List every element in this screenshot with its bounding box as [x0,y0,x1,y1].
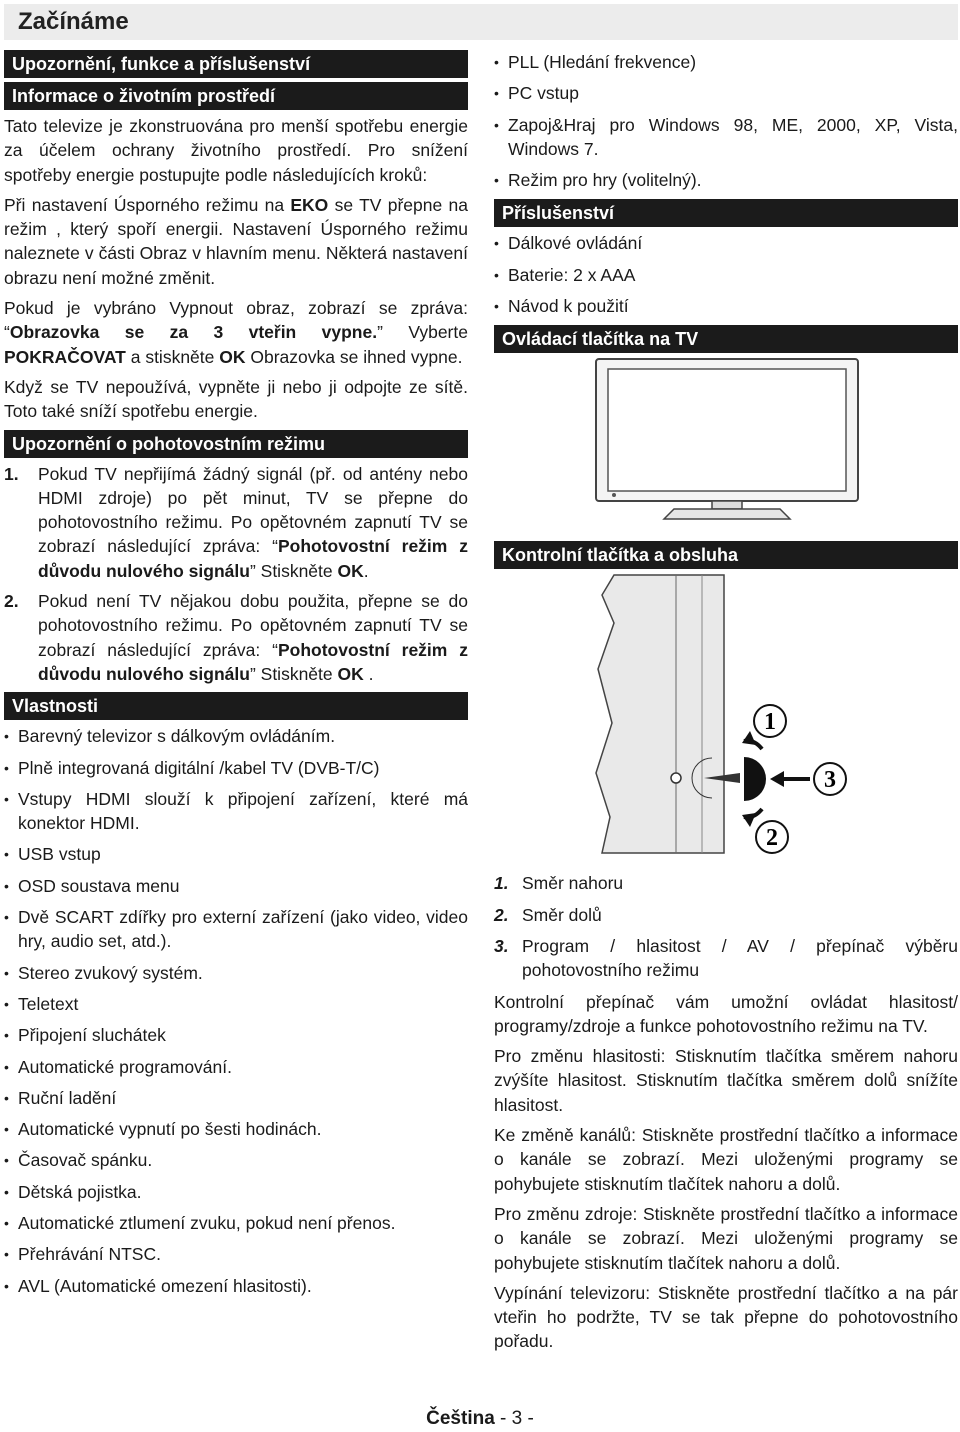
feature-item: • Přehrávání NTSC. [4,1242,468,1266]
source-paragraph: Pro změnu zdroje: Stiskněte prostřední tlačítko a informace o kanále se zobrazí. Mezi uloženými programy se pohybujete stisknutím tlačítek nahoru a dolů. [494,1203,958,1273]
right-column [494,50,958,1360]
control-item: 1. Směr nahoru [494,873,624,894]
env-paragraph-3: Pokud je vybráno Vypnout obraz, zobrazí se zpráva: “Obrazovka se za 3 vteřin vypne.” Vyberte POKRAČOVAT a stiskněte OK Obrazovka se ihned vypne. [4,298,468,367]
heading-standby: Upozornění o pohotovostním režimu [4,430,468,458]
heading-environment: Informace o životním prostředí [4,82,468,110]
feature-item: • Připojení sluchátek [4,1023,468,1047]
control-item: 2. Směr dolů [494,904,602,925]
page-title: Začínáme [18,8,129,35]
control-list [494,871,958,982]
accessories-list [494,231,958,318]
tv-illustration [594,357,860,525]
feature-item: • PC vstup [494,81,958,105]
volume-paragraph: Pro změnu hlasitosti: Stisknutím tlačítka směrem nahoru zvýšíte hlasitost. Stisknutím tlačítka směrem dolů snížíte hlasitost. [494,1046,958,1115]
accessory-item: • Návod k použití [494,294,958,318]
feature-item: • Dětská pojistka. [4,1180,468,1204]
standby-item: 2. Pokud není TV nějakou dobu použita, přepne se do pohotovostního režimu. Po opětovném zapnutí TV se zobrazí následující zpráva: “Pohotovostní režim z důvodu nulového signálu” Stiskněte OK . [4,591,468,684]
svg-text:2: 2 [766,825,778,852]
feature-item: • Automatické programování. [4,1055,468,1079]
env-paragraph-1: Tato televize je zkonstruována pro menší spotřebu energie za účelem ochrany životního prostředí. Pro snížení spotřeby energie postupujte podle následujících kroků: [4,116,468,185]
feature-item: • USB vstup [4,842,468,866]
heading-features: Vlastnosti [4,692,468,720]
feature-item: • OSD soustava menu [4,874,468,898]
heading-accessories: Příslušenství [494,199,958,227]
standby-item: 1. Pokud TV nepřijímá žádný signál (př. od antény nebo HDMI zdroje) po pět minut, TV se přepne do pohotovostního režimu. Po opětovném zapnutí TV se zobrazí následující zpráva: “Pohotovostní režim z důvodu nulového signálu” Stiskněte OK. [4,463,468,581]
heading-control-buttons: Kontrolní tlačítka a obsluha [494,541,958,569]
accessory-item: • Baterie: 2 x AAA [494,263,958,287]
svg-text:1: 1 [764,709,776,736]
footer-language: Čeština [426,1408,495,1429]
knob-icon [744,757,766,801]
page-title-bar [4,4,958,40]
feature-item: • PLL (Hledání frekvence) [494,50,958,74]
feature-item: • Časovač spánku. [4,1148,468,1172]
standby-list [4,462,468,687]
feature-item: • Zapoj&Hraj pro Windows 98, ME, 2000, XP, Vista, Windows 7. [494,113,958,162]
feature-item: • Automatické ztlumení zvuku, pokud není přenos. [4,1211,468,1235]
feature-item: • Barevný televizor s dálkovým ovládáním. [4,724,468,748]
features-list [4,724,468,1298]
env-paragraph-4: Když se TV nepoužívá, vypněte ji nebo ji odpojte ze sítě. Toto také sníží spotřebu energie. [4,376,468,422]
accessory-item: • Dálkové ovládání [494,231,958,255]
svg-text:3: 3 [824,767,836,794]
feature-item: • Stereo zvukový systém. [4,961,468,985]
arrow-press-icon [770,771,810,787]
left-column [4,50,468,1305]
feature-item: • Automatické vypnutí po šesti hodinách. [4,1117,468,1141]
features-list-continued [494,50,958,192]
heading-warnings: Upozornění, funkce a příslušenství [4,50,468,78]
feature-item: • Plně integrovaná digitální /kabel TV (DVB-T/C) [4,756,468,780]
power-off-paragraph: Vypínání televizoru: Stiskněte prostřední tlačítko a na pár vteřin ho podržte, TV se tak přepne do pohotovostního pořadu. [494,1282,958,1352]
env-paragraph-2: Při nastavení Úsporného režimu na EKO se TV přepne na režim , který spoří energii. Nastavení Úsporného režimu naleznete v části Obraz v hlavním menu. Některá nastavení obrazu není možné změnit. [4,194,469,288]
feature-item: • Vstupy HDMI slouží k připojení zařízení, které má konektor HDMI. [4,787,468,836]
feature-item: • Teletext [4,992,468,1016]
callout-2 [756,821,788,853]
channel-paragraph: Ke změně kanálů: Stiskněte prostřední tlačítko a informace o kanále se zobrazí. Mezi uloženými programy se pohybujete stisknutím tlačítek nahoru a dolů. [494,1125,958,1194]
arrow-down-icon [742,809,762,827]
control-item: 3. Program / hlasitost / AV / přepínač výběru pohotovostního režimu [494,935,958,981]
callout-3 [814,763,846,795]
feature-item: • AVL (Automatické omezení hlasitosti). [4,1274,468,1298]
control-switch-illustration [584,573,884,865]
feature-item: • Režim pro hry (volitelný). [494,168,958,192]
page-number: - 3 - [494,1408,534,1429]
feature-item: • Ruční ladění [4,1086,468,1110]
feature-item: • Dvě SCART zdířky pro externí zařízení (jako video, video hry, audio set, atd.). [4,905,468,954]
page-footer [0,1408,960,1430]
control-paragraph: Kontrolní přepínač vám umožní ovládat hlasitost/ programy/zdroje a funkce pohotovostního režimu na TV. [494,991,958,1036]
heading-tv-buttons: Ovládací tlačítka na TV [494,325,958,353]
callout-1 [754,705,786,737]
